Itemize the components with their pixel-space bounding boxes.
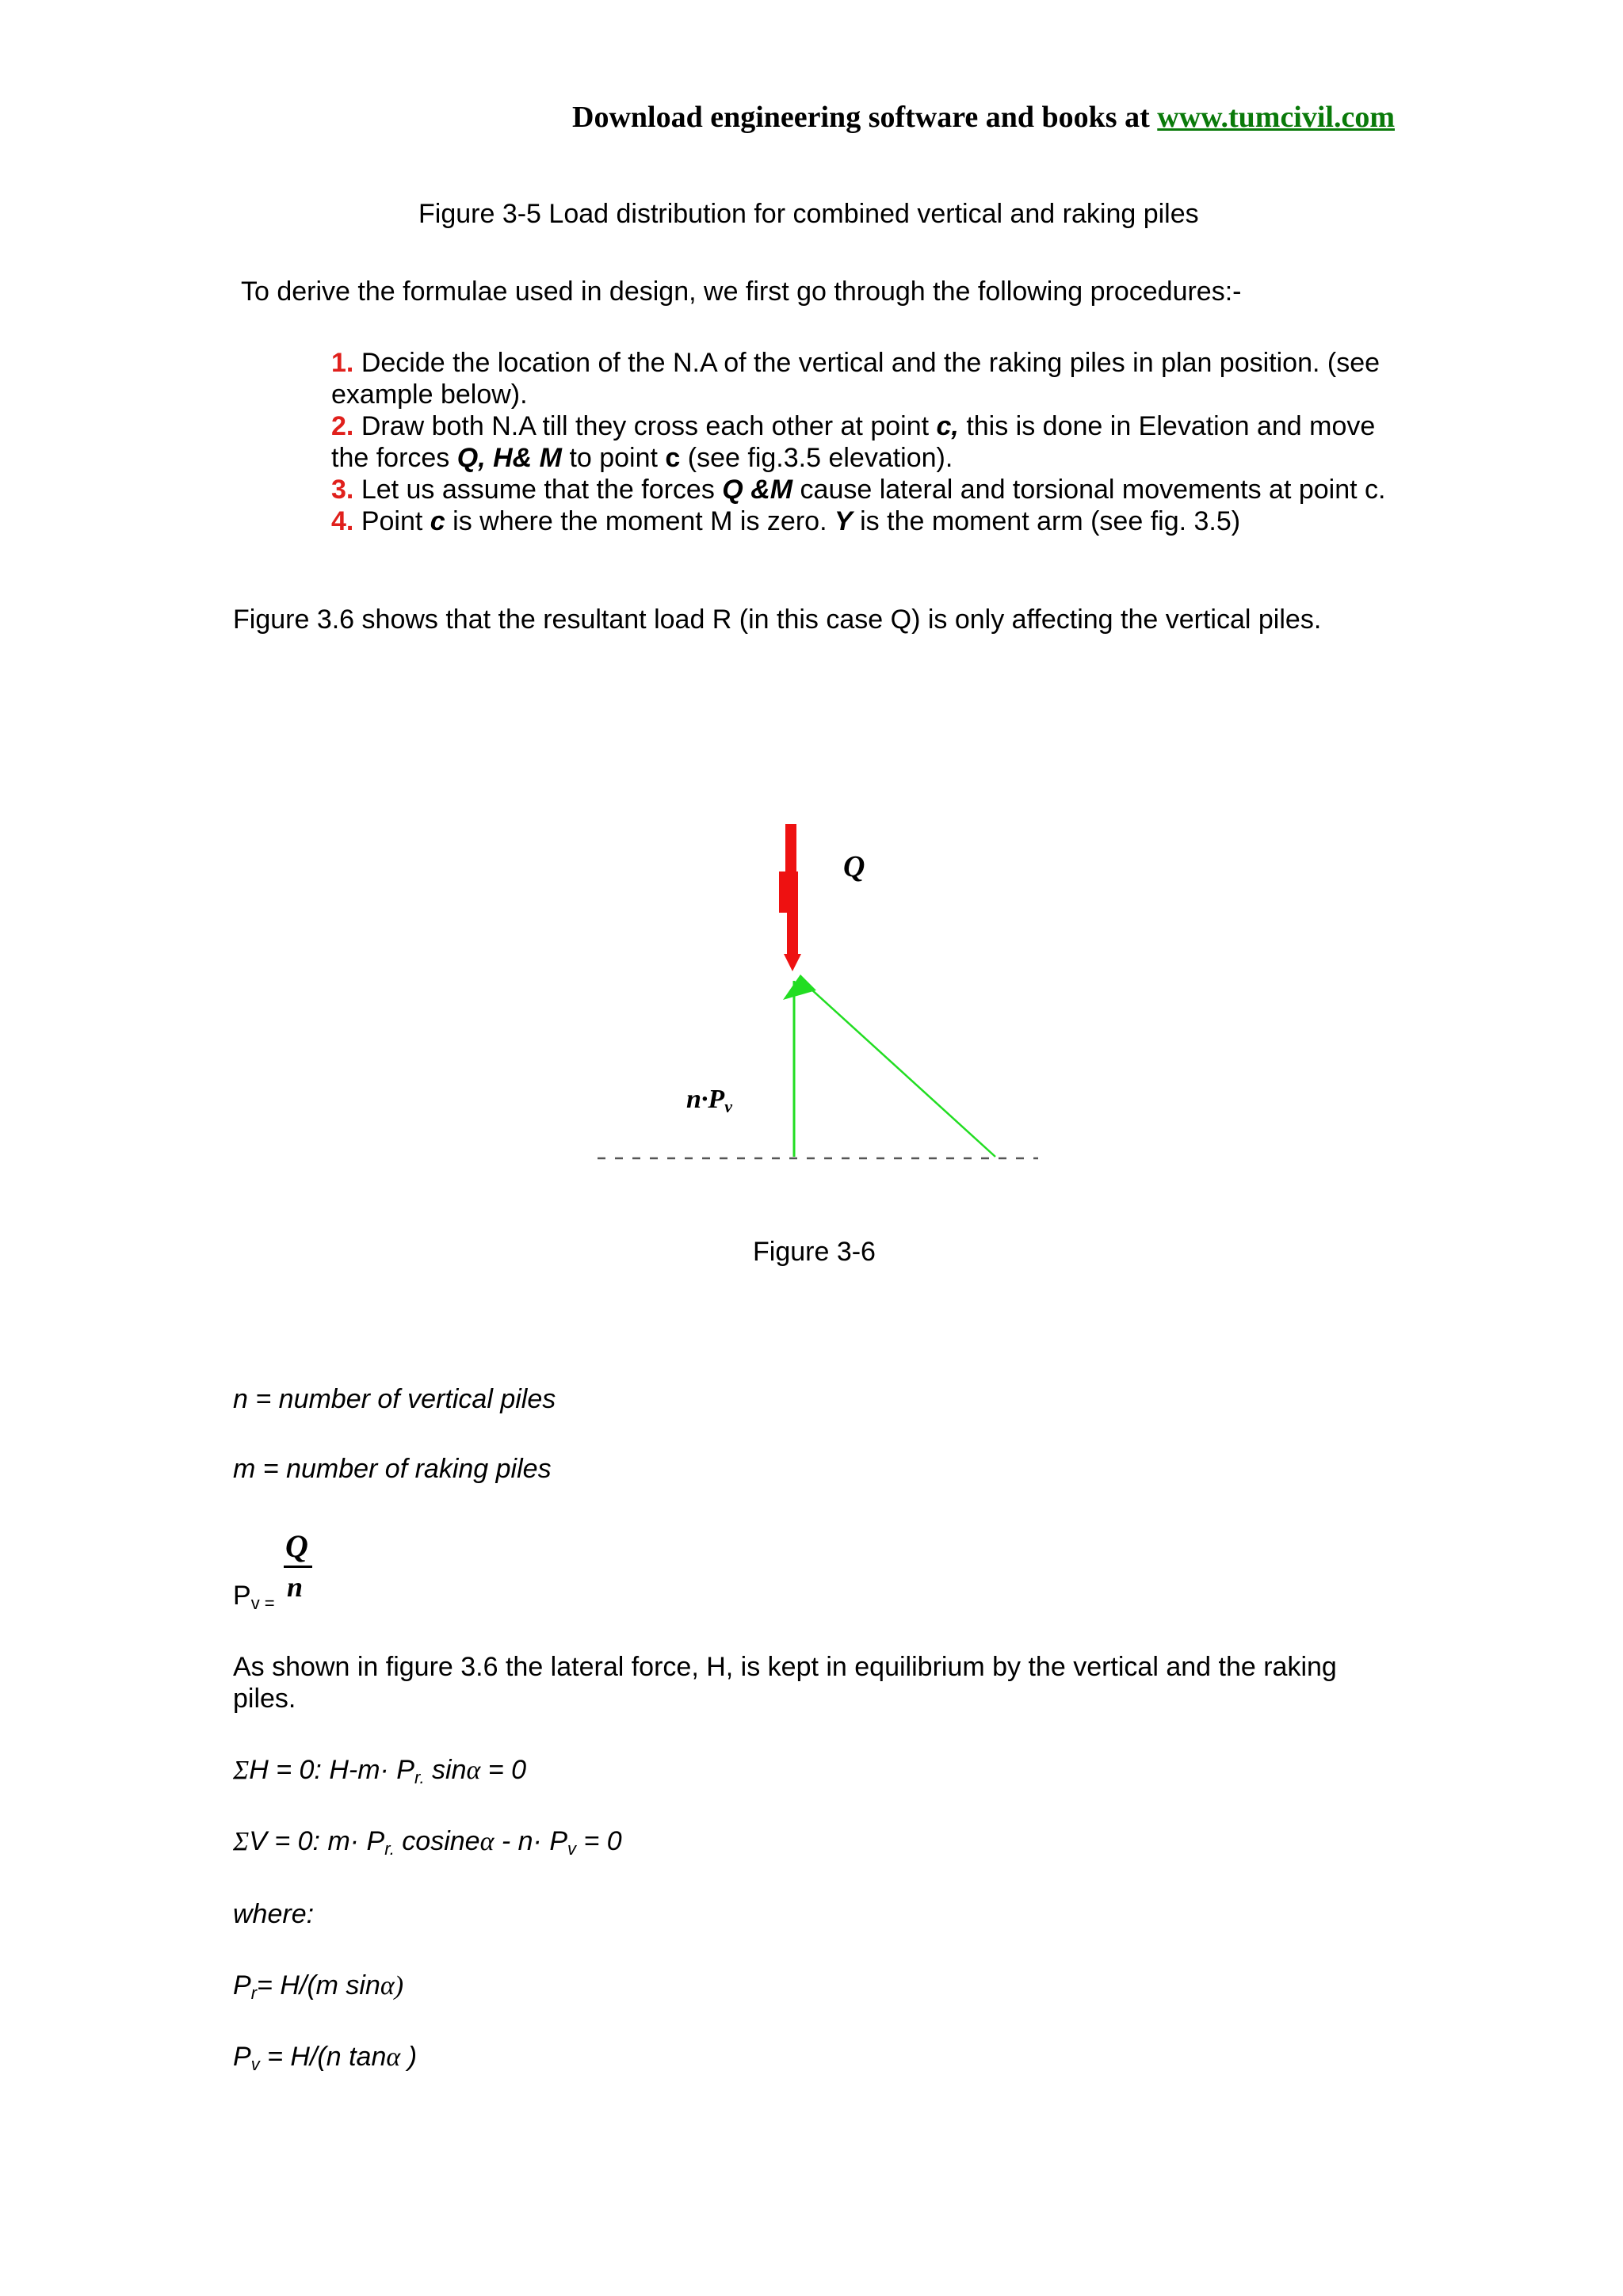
load-arrow-head — [784, 954, 801, 971]
step-text: this is done in Elevation and move the forces — [331, 411, 1376, 473]
definition-n: n = number of vertical piles — [233, 1384, 556, 1414]
step-number: 4. — [331, 506, 354, 536]
step-number: 1. — [331, 348, 354, 378]
step-number: 3. — [331, 475, 354, 505]
equilibrium-paragraph: As shown in figure 3.6 the lateral force, H, is kept in equilibrium by the vertical and the raking piles. — [233, 1652, 1337, 1714]
step-text: Draw both N.A till they cross each other at point — [361, 411, 930, 441]
fraction-bar — [284, 1566, 312, 1568]
load-arrow-lower — [787, 911, 798, 955]
step-2 — [331, 410, 1409, 474]
step-3 — [331, 474, 1409, 505]
fraction-denominator: n — [287, 1571, 304, 1603]
fraction-lhs: $P_{v =}$ — [233, 1581, 275, 1613]
step-text: (see fig.3.5 elevation). — [687, 443, 953, 473]
step-1 — [331, 347, 1409, 410]
step-emphasis: Y — [834, 506, 853, 536]
fraction-numerator: Q — [285, 1528, 308, 1564]
pr-equation: $P_r= H/(m$ sinα) — [233, 1970, 404, 2003]
step-text: is the moment arm (see fig. 3.5) — [860, 506, 1241, 536]
step-emphasis: c — [430, 506, 445, 536]
where-label: where: — [233, 1899, 315, 1929]
step-4 — [331, 505, 1409, 537]
pv-fraction — [233, 1527, 344, 1615]
step-text: is where the moment M is zero. — [453, 506, 827, 536]
figure-3-6-caption: Figure 3-6 — [753, 1237, 876, 1267]
load-arrow-shaft — [785, 824, 796, 871]
step-emphasis: Q &M — [722, 475, 793, 505]
page-header — [0, 98, 1395, 136]
intro-paragraph: To derive the formulae used in design, we first go through the following procedures:- — [241, 277, 1242, 307]
header-text: Download engineering software and books at — [572, 101, 1150, 134]
definition-m: m = number of raking piles — [233, 1454, 552, 1484]
figure-3-5-caption: Figure 3-5 Load distribution for combined vertical and raking piles — [418, 199, 1199, 229]
procedure-steps — [331, 347, 1409, 537]
pile-load-label: n·Pv — [686, 1085, 732, 1116]
pv-equation: $P_v = H/(n$ tanα ) — [233, 2042, 418, 2074]
step-emphasis: Q, H& M — [456, 443, 562, 473]
step-text: cause lateral and torsional movements at point c. — [800, 475, 1386, 505]
load-arrow-body — [779, 871, 798, 913]
pile-reaction-arrow — [783, 974, 816, 1000]
step-text: Let us assume that the forces — [361, 475, 715, 505]
step-emphasis: c, — [936, 411, 959, 441]
header-link[interactable]: www.tumcivil.com — [1157, 101, 1395, 134]
load-label: Q — [843, 850, 865, 883]
figure-3-6-diagram — [0, 792, 1623, 1204]
figure-3-6-description: Figure 3.6 shows that the resultant load R (in this case Q) is only affecting the vertical piles. — [233, 605, 1322, 635]
step-text: Point — [361, 506, 423, 536]
step-number: 2. — [331, 411, 354, 441]
step-text: Decide the location of the N.A of the vertical and the raking piles in plan position. (see example below). — [331, 348, 1381, 410]
sum-h-equation: ΣH = 0: $H-m\cdot P_{r.}$ sinα = 0 — [233, 1755, 527, 1787]
sum-v-equation: ΣV = 0: $m\cdot P_{r.}$ $cosine\alpha - n\cdot P_v = 0$ — [233, 1826, 622, 1859]
step-text: to point — [569, 443, 658, 473]
step-emphasis: c — [665, 443, 681, 473]
raking-pile — [802, 981, 995, 1157]
